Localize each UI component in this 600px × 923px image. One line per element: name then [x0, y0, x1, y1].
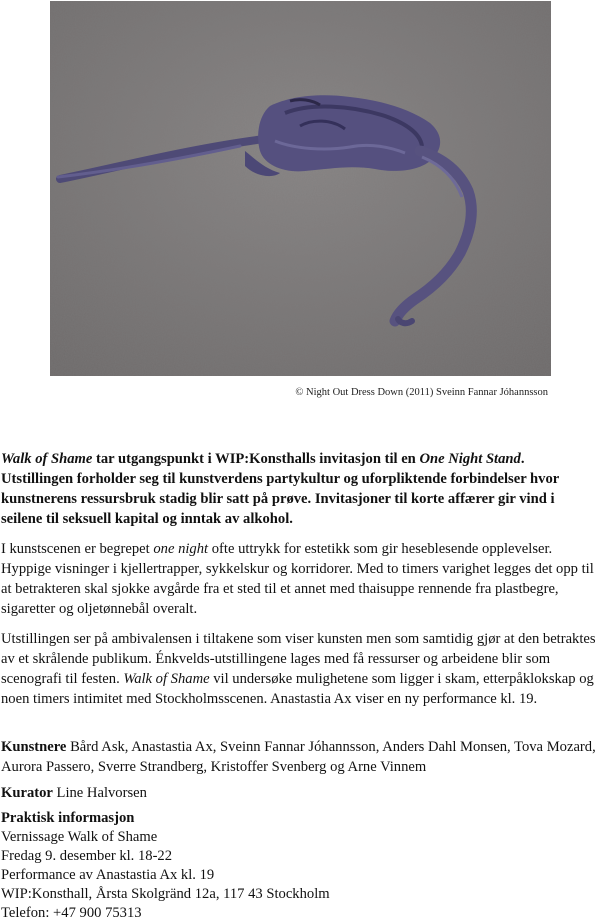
asphalt-texture [50, 1, 551, 376]
p2-italic-title: Walk of Shame [123, 671, 210, 687]
practical-line-phone: Telefon: +47 900 75313 [1, 905, 142, 921]
exhibition-photo [50, 1, 551, 376]
lead-paragraph [1, 449, 599, 529]
p1-text-1: I kunstscenen er begrepet [1, 541, 154, 557]
photo-caption: © Night Out Dress Down (2011) Sveinn Fannar Jóhannsson [295, 387, 548, 398]
practical-line-date: Fredag 9. desember kl. 18-22 [1, 848, 173, 864]
practical-line-performance: Performance av Anastastia Ax kl. 19 [1, 867, 215, 883]
p1-italic-term: one night [153, 541, 209, 557]
p2-text-2: vil undersøke mulighetene som ligger i skam, etterpåklokskap og noen timers intimitet med Stockholmsscenen. Anastastia Ax viser en ny performance kl. 19. [1, 671, 594, 707]
practical-info [1, 809, 599, 923]
lead-text-1: tar utgangspunkt i WIP:Konsthalls invitasjon til en [92, 451, 420, 467]
invitation-title: One Night Stand [419, 451, 521, 467]
artists-list [1, 737, 599, 777]
article-content [1, 449, 599, 923]
body-paragraph-1 [1, 539, 599, 619]
p1-text-2: ofte uttrykk for estetikk som gir heseblesende opplevelser. Hyppige visninger i kjellertrapper, sykkelskur og korridorer. Med to timers varighet legges det opp til at betrakteren skal sjokke avgårde fra et sted til et annet med thaisuppe rennende fra plastbegre, sigaretter og oljetønnebål overalt. [1, 541, 594, 617]
artists-names: Bård Ask, Anastastia Ax, Sveinn Fannar Jóhannsson, Anders Dahl Monsen, Tova Mozard, Aurora Passero, Sverre Strandberg, Kristoffer Svenberg og Arne Vinnem [1, 739, 596, 775]
lead-text-2: . Utstillingen forholder seg til kunstverdens partykultur og uforpliktende forbindelser hvor kunstnerens ressursbruk stadig blir satt på prøve. Invitasjoner til korte affærer gir vind i seilene til seksuell kapital og inntak av alkohol. [1, 451, 559, 527]
practical-heading: Praktisk informasjon [1, 810, 135, 826]
curator-line [1, 783, 599, 803]
practical-line-vernissage: Vernissage Walk of Shame [1, 829, 158, 845]
exhibition-title: Walk of Shame [1, 451, 93, 467]
artists-label: Kunstnere [1, 739, 67, 755]
body-paragraph-2 [1, 629, 599, 709]
curator-name: Line Halvorsen [52, 785, 147, 801]
p2-text-1: Utstillingen ser på ambivalensen i tiltakene som viser kunsten men som samtidig gjør at den betraktes av et skrålende publikum. Énkvelds-utstillingene lages med få ressurser og arbeidene blir som scenografi til festen. [1, 631, 596, 687]
practical-line-address: WIP:Konsthall, Årsta Skolgränd 12a, 117 43 Stockholm [1, 886, 330, 902]
curator-label: Kurator [1, 785, 53, 801]
